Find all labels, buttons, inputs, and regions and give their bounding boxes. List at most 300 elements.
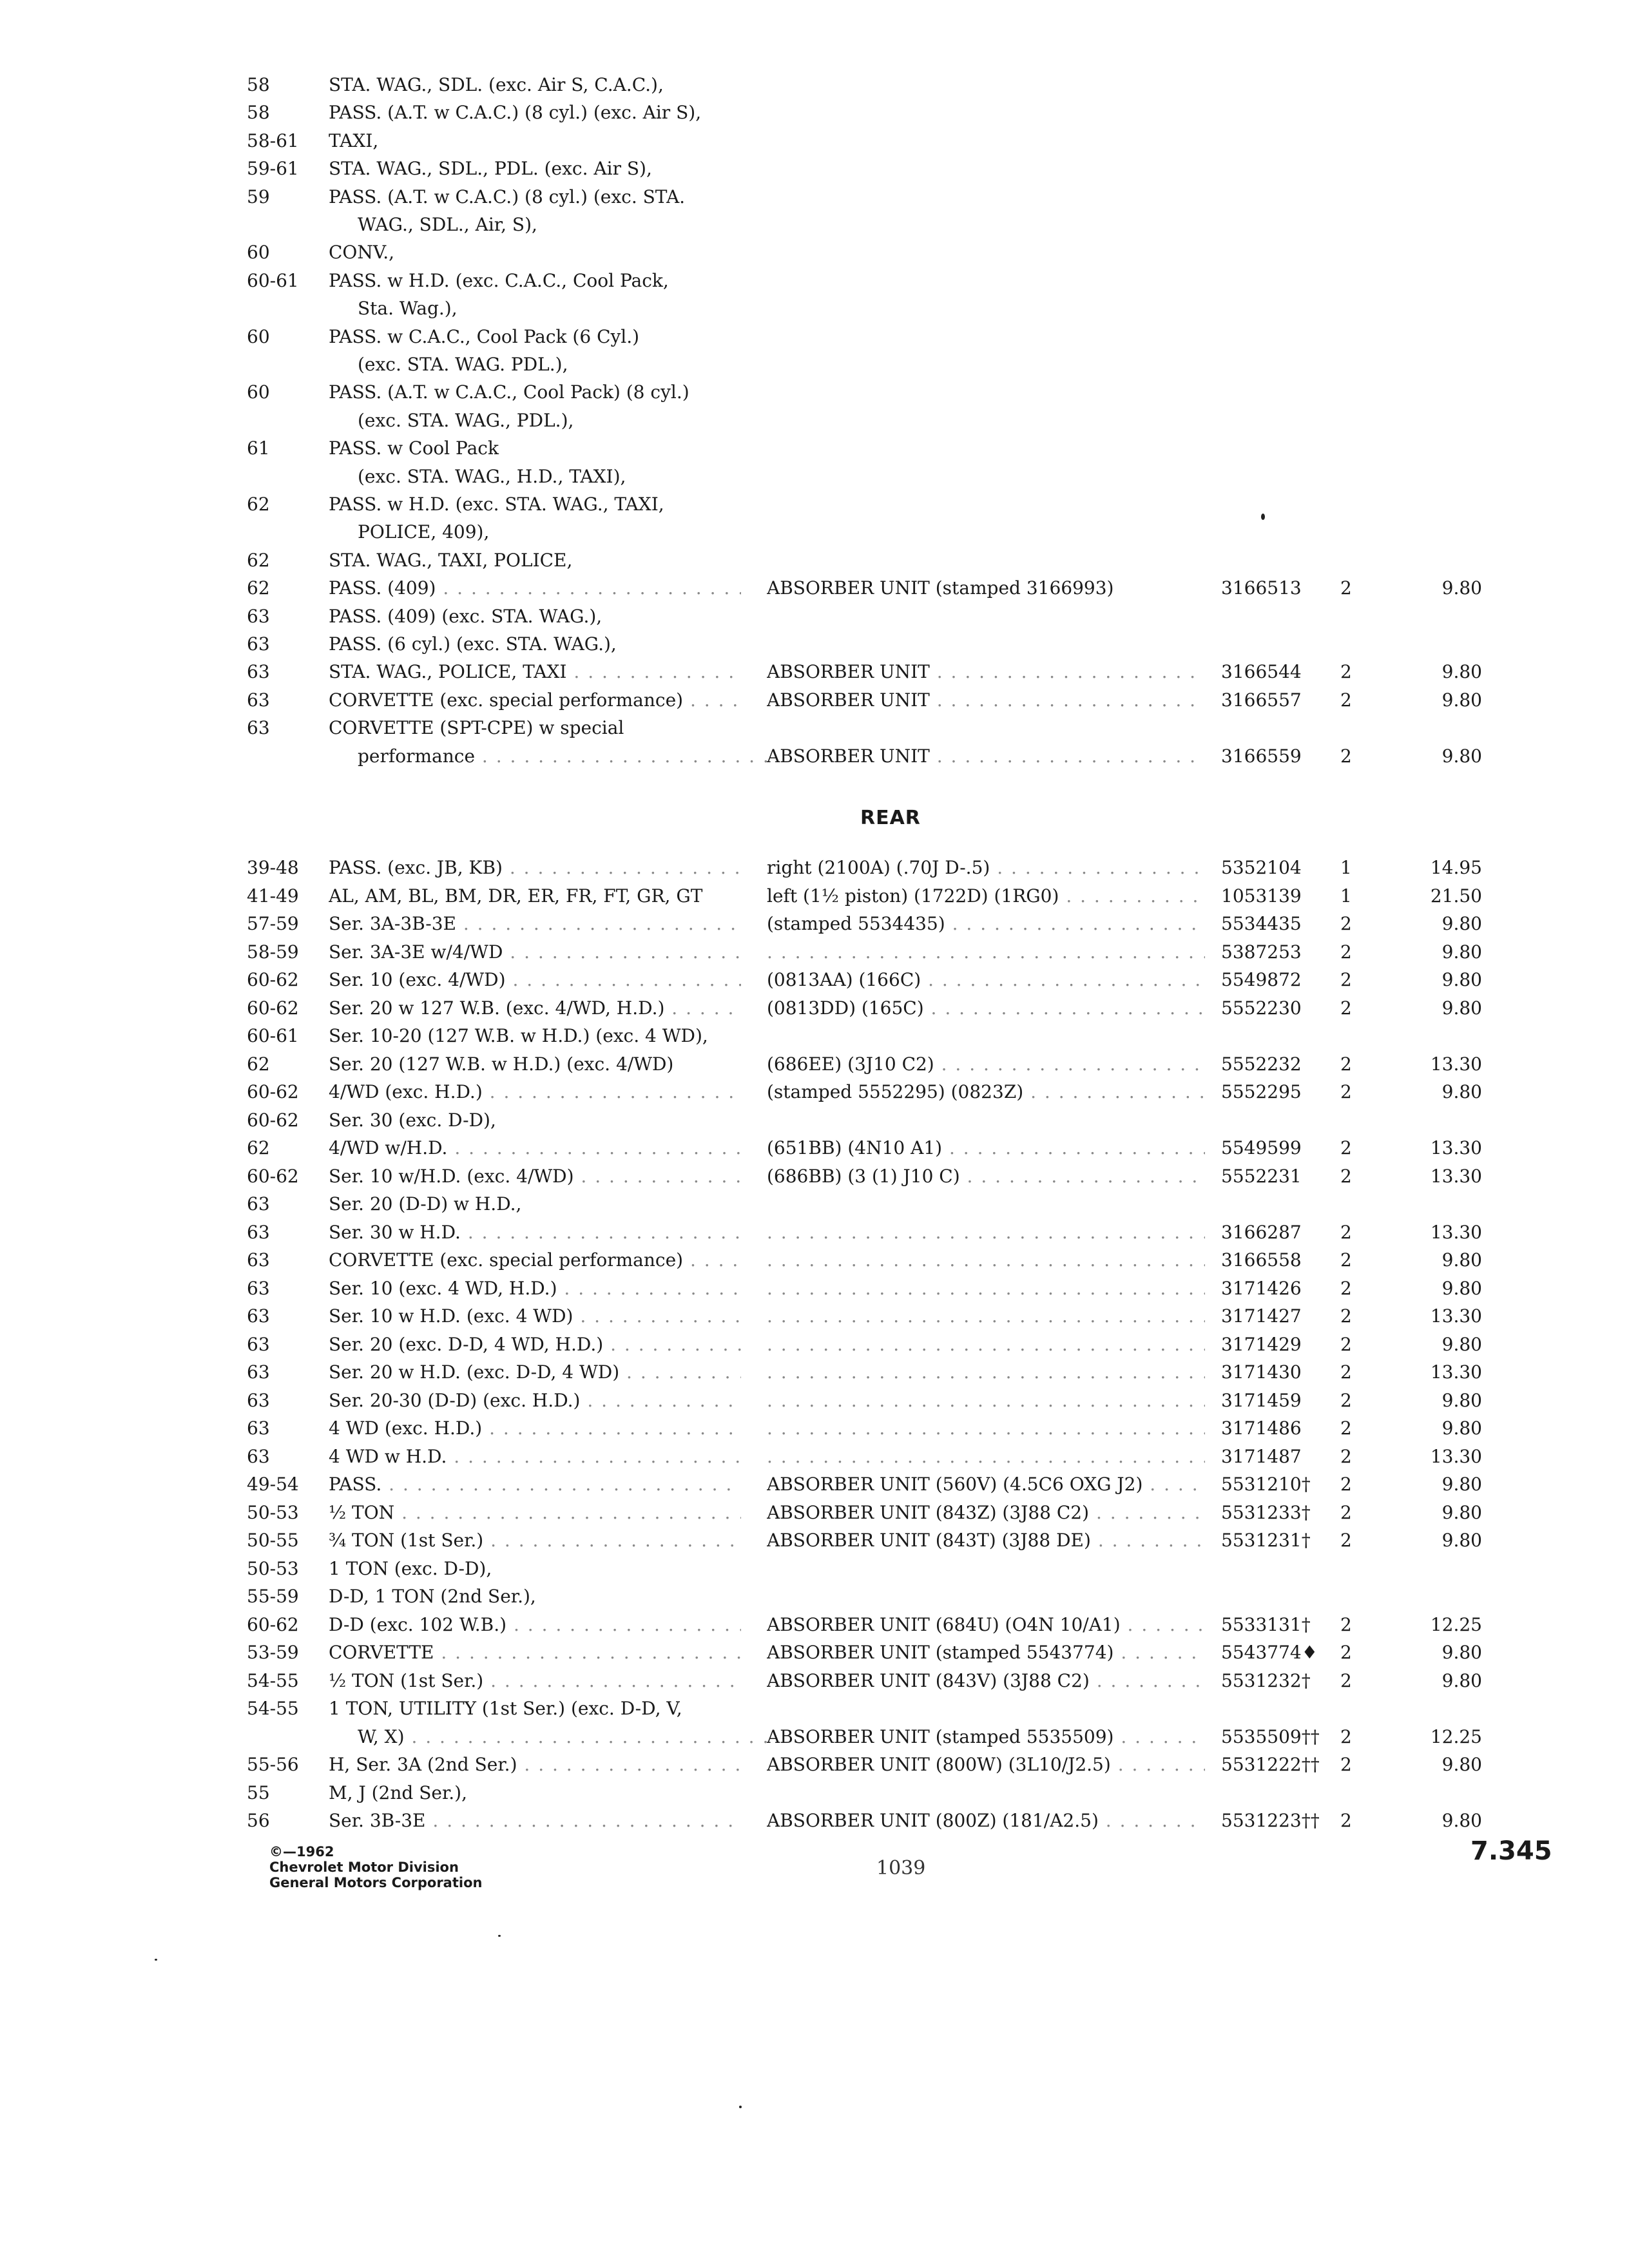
table-row	[0, 351, 1629, 379]
table-row	[0, 1358, 1629, 1387]
quantity-cell: 2	[1340, 1389, 1352, 1411]
part-number-cell: 5531210†	[1221, 1474, 1311, 1495]
year-cell: 60-62	[247, 1109, 299, 1131]
quantity-cell: 2	[1340, 997, 1352, 1019]
description-cell: PASS. (6 cyl.) (exc. STA. WAG.),	[329, 633, 617, 655]
quantity-cell: 2	[1340, 913, 1352, 934]
description-cell: PASS. (A.T. w C.A.C.) (8 cyl.) (exc. Air S),	[329, 102, 702, 124]
year-cell: 54-55	[247, 1698, 299, 1719]
part-number-cell: 5531232†	[1221, 1669, 1311, 1691]
part-number-cell: 3171430	[1221, 1361, 1302, 1383]
description-cell: (exc. STA. WAG. PDL.),	[358, 354, 568, 375]
year-cell: 56	[247, 1810, 270, 1831]
year-cell: 63	[247, 717, 270, 739]
part-name-cell: ABSORBER UNIT (843Z) (3J88 C2) . . .	[767, 1499, 1205, 1527]
year-cell: 60-62	[247, 1613, 299, 1635]
quantity-cell: 2	[1340, 1642, 1352, 1663]
table-row	[0, 910, 1629, 938]
price-cell: 9.80	[1441, 1501, 1482, 1523]
part-name-cell	[767, 1414, 1205, 1443]
description-cell: STA. WAG., SDL. (exc. Air S, C.A.C.),	[329, 74, 664, 95]
description-cell: 1 TON, UTILITY (1st Ser.) (exc. D-D, V,	[329, 1698, 682, 1719]
part-name-cell	[767, 1302, 1205, 1331]
description-cell: Ser. 20 (127 W.B. w H.D.) (exc. 4/WD)	[329, 1053, 674, 1075]
part-name-cell	[767, 1358, 1205, 1387]
year-cell: 63	[247, 1389, 270, 1411]
description-cell: Ser. 20 w H.D. (exc. D-D, 4 WD) . . .	[329, 1358, 741, 1387]
part-number-cell: 5531222††	[1221, 1754, 1320, 1775]
price-cell: 9.80	[1441, 1418, 1482, 1439]
part-number-cell: 5531231†	[1221, 1530, 1311, 1551]
table-row	[0, 1667, 1629, 1695]
part-name-cell: right (2100A) (.70J D-.5) . . .	[767, 854, 1205, 882]
year-cell: 60-62	[247, 997, 299, 1019]
year-cell: 60-62	[247, 1165, 299, 1187]
part-number-cell: 3171486	[1221, 1418, 1302, 1439]
price-cell: 9.80	[1441, 1333, 1482, 1355]
year-cell: 60	[247, 242, 270, 264]
part-name-cell	[767, 1274, 1205, 1303]
description-cell: AL, AM, BL, BM, DR, ER, FR, FT, GR, GT	[329, 885, 703, 907]
description-cell: 4/WD (exc. H.D.) . . .	[329, 1078, 741, 1106]
quantity-cell: 2	[1340, 1165, 1352, 1187]
year-cell: 63	[247, 1277, 270, 1299]
description-cell: CORVETTE . . .	[329, 1639, 741, 1667]
price-cell: 13.30	[1430, 1165, 1482, 1187]
description-cell: CONV.,	[329, 242, 395, 264]
part-number-cell: 3166287	[1221, 1221, 1302, 1243]
price-cell: 13.30	[1430, 1361, 1482, 1383]
table-row	[0, 854, 1629, 882]
quantity-cell: 2	[1340, 661, 1352, 683]
quantity-cell: 2	[1340, 1418, 1352, 1439]
part-number-cell: 3166544	[1221, 661, 1302, 683]
table-row	[0, 1218, 1629, 1247]
quantity-cell: 2	[1340, 1361, 1352, 1383]
price-cell: 13.30	[1430, 1445, 1482, 1467]
year-cell: 58	[247, 102, 270, 124]
part-name-cell: ABSORBER UNIT . . .	[767, 686, 1205, 715]
year-cell: 63	[247, 1418, 270, 1439]
quantity-cell: 2	[1340, 1501, 1352, 1523]
quantity-cell: 1	[1340, 857, 1352, 878]
part-name-cell	[767, 938, 1205, 966]
part-name-cell	[767, 1387, 1205, 1415]
description-cell: Ser. 10 (exc. 4/WD) . . .	[329, 966, 741, 994]
year-cell: 59	[247, 186, 270, 207]
year-cell: 58	[247, 74, 270, 95]
description-cell: Ser. 10 w/H.D. (exc. 4/WD) . . .	[329, 1162, 741, 1191]
table-row	[0, 938, 1629, 966]
quantity-cell: 2	[1340, 1221, 1352, 1243]
description-cell: STA. WAG., POLICE, TAXI . . .	[329, 658, 741, 686]
description-cell: 4/WD w/H.D. . . .	[329, 1134, 741, 1162]
price-cell: 9.80	[1441, 969, 1482, 990]
table-row	[0, 630, 1629, 658]
table-row	[0, 323, 1629, 351]
part-number-cell: 5549599	[1221, 1137, 1302, 1158]
footer-publisher	[269, 1844, 482, 1890]
quantity-cell: 2	[1340, 1053, 1352, 1075]
table-row	[0, 714, 1629, 742]
table-row	[0, 1331, 1629, 1359]
quantity-cell: 2	[1340, 1613, 1352, 1635]
part-number-cell: 3166559	[1221, 745, 1302, 767]
table-row	[0, 1723, 1629, 1751]
part-number-cell: 5352104	[1221, 857, 1302, 878]
year-cell: 63	[247, 633, 270, 655]
price-cell: 9.80	[1441, 661, 1482, 683]
scan-speck	[498, 1935, 501, 1937]
description-cell: Ser. 20 (D-D) w H.D.,	[329, 1193, 522, 1215]
description-cell: Ser. 10-20 (127 W.B. w H.D.) (exc. 4 WD),	[329, 1025, 708, 1046]
year-cell: 63	[247, 1193, 270, 1215]
part-number-cell: 3166557	[1221, 689, 1302, 711]
part-number-cell: 5535509††	[1221, 1725, 1320, 1747]
quantity-cell: 2	[1340, 1810, 1352, 1831]
year-cell: 41-49	[247, 885, 299, 907]
table-row	[0, 686, 1629, 715]
table-row	[0, 99, 1629, 127]
part-number-cell: 5534435	[1221, 913, 1302, 934]
part-name-cell	[767, 1443, 1205, 1471]
description-cell: CORVETTE (exc. special performance) . . .	[329, 1246, 741, 1274]
year-cell: 62	[247, 577, 270, 599]
table-row	[0, 1443, 1629, 1471]
description-cell: Ser. 3B-3E . . .	[329, 1807, 741, 1835]
table-row	[0, 1582, 1629, 1611]
price-cell: 13.30	[1430, 1305, 1482, 1327]
part-name-cell: (686EE) (3J10 C2) . . .	[767, 1050, 1205, 1079]
table-row	[0, 518, 1629, 546]
description-cell: 4 WD w H.D. . . .	[329, 1443, 741, 1471]
year-cell: 62	[247, 494, 270, 515]
part-number-cell: 5552231	[1221, 1165, 1302, 1187]
table-row	[0, 574, 1629, 602]
year-cell: 50-53	[247, 1501, 299, 1523]
table-row	[0, 1162, 1629, 1191]
quantity-cell: 2	[1340, 1530, 1352, 1551]
table-row	[0, 71, 1629, 99]
description-cell: PASS. . . .	[329, 1470, 741, 1499]
table-row	[0, 127, 1629, 155]
quantity-cell: 2	[1340, 1277, 1352, 1299]
year-cell: 54-55	[247, 1669, 299, 1691]
table-row	[0, 658, 1629, 686]
price-cell: 13.30	[1430, 1137, 1482, 1158]
part-name-cell	[767, 1246, 1205, 1274]
quantity-cell: 2	[1340, 1754, 1352, 1775]
year-cell: 60-62	[247, 1081, 299, 1102]
description-cell: ½ TON (1st Ser.) . . .	[329, 1667, 741, 1695]
quantity-cell: 2	[1340, 1445, 1352, 1467]
table-row	[0, 211, 1629, 239]
year-cell: 59-61	[247, 158, 299, 180]
year-cell: 60-61	[247, 269, 299, 291]
table-row	[0, 1639, 1629, 1667]
table-row	[0, 463, 1629, 491]
part-number-cell: 3171429	[1221, 1333, 1302, 1355]
price-cell: 13.30	[1430, 1221, 1482, 1243]
part-number-cell: 5552232	[1221, 1053, 1302, 1075]
section-title-rear: REAR	[860, 807, 921, 829]
year-cell: 63	[247, 1361, 270, 1383]
footer-section-number: 7.345	[1470, 1836, 1552, 1866]
part-name-cell: (686BB) (3 (1) J10 C) . . .	[767, 1162, 1205, 1191]
part-name-cell: ABSORBER UNIT (843V) (3J88 C2) . . .	[767, 1667, 1205, 1695]
part-name-cell: (0813AA) (166C) . . .	[767, 966, 1205, 994]
part-name-cell: (stamped 5534435) . . .	[767, 910, 1205, 938]
table-row	[0, 1779, 1629, 1807]
description-cell: WAG., SDL., Air, S),	[358, 214, 537, 235]
table-row	[0, 1695, 1629, 1723]
description-cell: PASS. w H.D. (exc. STA. WAG., TAXI,	[329, 494, 664, 515]
part-name-cell: ABSORBER UNIT (800W) (3L10/J2.5) . . .	[767, 1751, 1205, 1779]
part-number-cell: 1053139	[1221, 885, 1302, 907]
table-row	[0, 882, 1629, 910]
quantity-cell: 2	[1340, 745, 1352, 767]
price-cell: 9.80	[1441, 577, 1482, 599]
price-cell: 9.80	[1441, 1081, 1482, 1102]
quantity-cell: 2	[1340, 1249, 1352, 1271]
table-row	[0, 1078, 1629, 1106]
year-cell: 63	[247, 1249, 270, 1271]
part-name-cell: ABSORBER UNIT (stamped 5535509) . . .	[767, 1723, 1205, 1751]
part-name-cell: left (1½ piston) (1722D) (1RG0) . . .	[767, 882, 1205, 910]
year-cell: 60-61	[247, 1025, 299, 1046]
table-row	[0, 1106, 1629, 1135]
table-row	[0, 1526, 1629, 1555]
quantity-cell: 2	[1340, 1081, 1352, 1102]
year-cell: 62	[247, 1137, 270, 1158]
description-cell: PASS. (exc. JB, KB) . . .	[329, 854, 741, 882]
description-cell: Ser. 30 (exc. D-D),	[329, 1109, 496, 1131]
year-cell: 63	[247, 661, 270, 683]
description-cell: Ser. 10 (exc. 4 WD, H.D.) . . .	[329, 1274, 741, 1303]
part-name-cell: ABSORBER UNIT (560V) (4.5C6 OXG J2) . . .	[767, 1470, 1205, 1499]
price-cell: 9.80	[1441, 1530, 1482, 1551]
quantity-cell: 2	[1340, 969, 1352, 990]
year-cell: 63	[247, 1305, 270, 1327]
description-cell: (exc. STA. WAG., H.D., TAXI),	[358, 465, 626, 487]
part-number-cell: 3171426	[1221, 1277, 1302, 1299]
price-cell: 9.80	[1441, 745, 1482, 767]
year-cell: 55	[247, 1782, 270, 1803]
quantity-cell: 2	[1340, 1137, 1352, 1158]
part-number-cell: 5549872	[1221, 969, 1302, 990]
price-cell: 9.80	[1441, 1277, 1482, 1299]
part-number-cell: 3166513	[1221, 577, 1302, 599]
table-row	[0, 1499, 1629, 1527]
description-cell: STA. WAG., SDL., PDL. (exc. Air S),	[329, 158, 652, 180]
part-name-cell: ABSORBER UNIT (843T) (3J88 DE) . . .	[767, 1526, 1205, 1555]
description-cell: Ser. 3A-3E w/4/WD . . .	[329, 938, 741, 966]
part-name-cell: ABSORBER UNIT (stamped 3166993)	[767, 577, 1114, 599]
year-cell: 57-59	[247, 913, 299, 934]
description-cell: H, Ser. 3A (2nd Ser.) . . .	[329, 1751, 741, 1779]
year-cell: 63	[247, 1445, 270, 1467]
quantity-cell: 2	[1340, 689, 1352, 711]
table-row	[0, 1807, 1629, 1835]
quantity-cell: 2	[1340, 941, 1352, 963]
table-row	[0, 1751, 1629, 1779]
part-name-cell: (651BB) (4N10 A1) . . .	[767, 1134, 1205, 1162]
part-number-cell: 3171459	[1221, 1389, 1302, 1411]
table-row	[0, 1190, 1629, 1218]
year-cell: 58-59	[247, 941, 299, 963]
table-row	[0, 1611, 1629, 1639]
price-cell: 9.80	[1441, 913, 1482, 934]
description-cell: PASS. w Cool Pack	[329, 437, 499, 459]
year-cell: 63	[247, 1333, 270, 1355]
year-cell: 60	[247, 325, 270, 347]
price-cell: 12.25	[1430, 1725, 1482, 1747]
part-number-cell: 3166558	[1221, 1249, 1302, 1271]
table-row	[0, 490, 1629, 519]
description-cell: PASS. (409) (exc. STA. WAG.),	[329, 605, 602, 627]
scan-speck	[739, 2106, 742, 2108]
description-cell: Ser. 10 w H.D. (exc. 4 WD) . . .	[329, 1302, 741, 1331]
year-cell: 55-56	[247, 1754, 299, 1775]
quantity-cell: 2	[1340, 577, 1352, 599]
price-cell: 9.80	[1441, 1754, 1482, 1775]
price-cell: 12.25	[1430, 1613, 1482, 1635]
part-name-cell: ABSORBER UNIT (684U) (O4N 10/A1) . . .	[767, 1611, 1205, 1639]
description-cell: D-D (exc. 102 W.B.) . . .	[329, 1611, 741, 1639]
price-cell: 9.80	[1441, 1642, 1482, 1663]
description-cell: TAXI,	[329, 130, 379, 151]
quantity-cell: 2	[1340, 1333, 1352, 1355]
part-name-cell	[767, 1331, 1205, 1359]
footer-division: Chevrolet Motor Division	[269, 1860, 459, 1875]
table-row	[0, 1274, 1629, 1303]
year-cell: 50-53	[247, 1557, 299, 1579]
description-cell: Sta. Wag.),	[358, 298, 458, 320]
description-cell: PASS. (409) . . .	[329, 574, 741, 602]
description-cell: M, J (2nd Ser.),	[329, 1782, 467, 1803]
table-row	[0, 407, 1629, 435]
price-cell: 14.95	[1430, 857, 1482, 878]
description-cell: performance . . .	[358, 742, 770, 771]
part-name-cell	[767, 1218, 1205, 1247]
quantity-cell: 1	[1340, 885, 1352, 907]
footer-corporation: General Motors Corporation	[269, 1875, 483, 1890]
description-cell: CORVETTE (SPT-CPE) w special	[329, 717, 624, 739]
part-name-cell: (0813DD) (165C) . . .	[767, 994, 1205, 1023]
year-cell: 62	[247, 549, 270, 571]
table-row	[0, 294, 1629, 323]
year-cell: 50-55	[247, 1530, 299, 1551]
part-name-cell: ABSORBER UNIT . . .	[767, 658, 1205, 686]
part-number-cell: 5543774♦	[1221, 1642, 1318, 1663]
description-cell: 4 WD (exc. H.D.) . . .	[329, 1414, 741, 1443]
description-cell: Ser. 20 (exc. D-D, 4 WD, H.D.) . . .	[329, 1331, 741, 1359]
part-number-cell: 5387253	[1221, 941, 1302, 963]
scan-speck	[155, 1959, 157, 1961]
description-cell: PASS. (A.T. w C.A.C.) (8 cyl.) (exc. STA.	[329, 186, 686, 207]
description-cell: POLICE, 409),	[358, 521, 490, 543]
price-cell: 9.80	[1441, 1249, 1482, 1271]
part-name-cell: ABSORBER UNIT . . .	[767, 742, 1205, 771]
footer-page-number: 1039	[876, 1857, 926, 1879]
table-row	[0, 155, 1629, 183]
table-row	[0, 546, 1629, 575]
price-cell: 9.80	[1441, 941, 1482, 963]
table-row	[0, 238, 1629, 267]
description-cell: Ser. 3A-3B-3E . . .	[329, 910, 741, 938]
part-number-cell: 5531233†	[1221, 1501, 1311, 1523]
quantity-cell: 2	[1340, 1725, 1352, 1747]
year-cell: 60	[247, 381, 270, 403]
description-cell: PASS. w H.D. (exc. C.A.C., Cool Pack,	[329, 269, 669, 291]
year-cell: 63	[247, 1221, 270, 1243]
price-cell: 9.80	[1441, 1474, 1482, 1495]
description-cell: ½ TON . . .	[329, 1499, 741, 1527]
part-name-cell: (stamped 5552295) (0823Z) . . .	[767, 1078, 1205, 1106]
part-number-cell: 3171487	[1221, 1445, 1302, 1467]
description-cell: Ser. 30 w H.D. . . .	[329, 1218, 741, 1247]
year-cell: 55-59	[247, 1586, 299, 1607]
table-row	[0, 1414, 1629, 1443]
scan-speck	[1261, 514, 1265, 520]
year-cell: 63	[247, 689, 270, 711]
part-number-cell: 5533131†	[1221, 1613, 1311, 1635]
price-cell: 9.80	[1441, 689, 1482, 711]
part-number-cell: 5531223††	[1221, 1810, 1320, 1831]
part-number-cell: 5552295	[1221, 1081, 1302, 1102]
price-cell: 13.30	[1430, 1053, 1482, 1075]
part-number-cell: 5552230	[1221, 997, 1302, 1019]
table-row	[0, 742, 1629, 771]
footer-copyright: ©—1962	[269, 1844, 334, 1860]
quantity-cell: 2	[1340, 1669, 1352, 1691]
year-cell: 62	[247, 1053, 270, 1075]
year-cell: 39-48	[247, 857, 299, 878]
part-name-cell: ABSORBER UNIT (stamped 5543774) . . .	[767, 1639, 1205, 1667]
table-row	[0, 1246, 1629, 1274]
table-row	[0, 183, 1629, 211]
table-row	[0, 994, 1629, 1023]
table-row	[0, 378, 1629, 407]
table-row	[0, 434, 1629, 463]
table-row	[0, 602, 1629, 631]
description-cell: CORVETTE (exc. special performance) . . .	[329, 686, 741, 715]
part-number-cell: 3171427	[1221, 1305, 1302, 1327]
description-cell: STA. WAG., TAXI, POLICE,	[329, 549, 573, 571]
table-row	[0, 1555, 1629, 1583]
description-cell: (exc. STA. WAG., PDL.),	[358, 409, 574, 431]
table-row	[0, 1387, 1629, 1415]
quantity-cell: 2	[1340, 1305, 1352, 1327]
year-cell: 58-61	[247, 130, 299, 151]
table-row	[0, 966, 1629, 994]
table-row	[0, 1302, 1629, 1331]
price-cell: 9.80	[1441, 1669, 1482, 1691]
table-row	[0, 267, 1629, 295]
price-cell: 9.80	[1441, 1810, 1482, 1831]
price-cell: 21.50	[1430, 885, 1482, 907]
price-cell: 9.80	[1441, 997, 1482, 1019]
description-cell: D-D, 1 TON (2nd Ser.),	[329, 1586, 536, 1607]
table-row	[0, 1022, 1629, 1050]
description-cell: PASS. w C.A.C., Cool Pack (6 Cyl.)	[329, 325, 640, 347]
year-cell: 61	[247, 437, 270, 459]
price-cell: 9.80	[1441, 1389, 1482, 1411]
description-cell: 1 TON (exc. D-D),	[329, 1557, 492, 1579]
description-cell: PASS. (A.T. w C.A.C., Cool Pack) (8 cyl.)	[329, 381, 689, 403]
part-name-cell: ABSORBER UNIT (800Z) (181/A2.5) . . .	[767, 1807, 1205, 1835]
table-row	[0, 1050, 1629, 1079]
